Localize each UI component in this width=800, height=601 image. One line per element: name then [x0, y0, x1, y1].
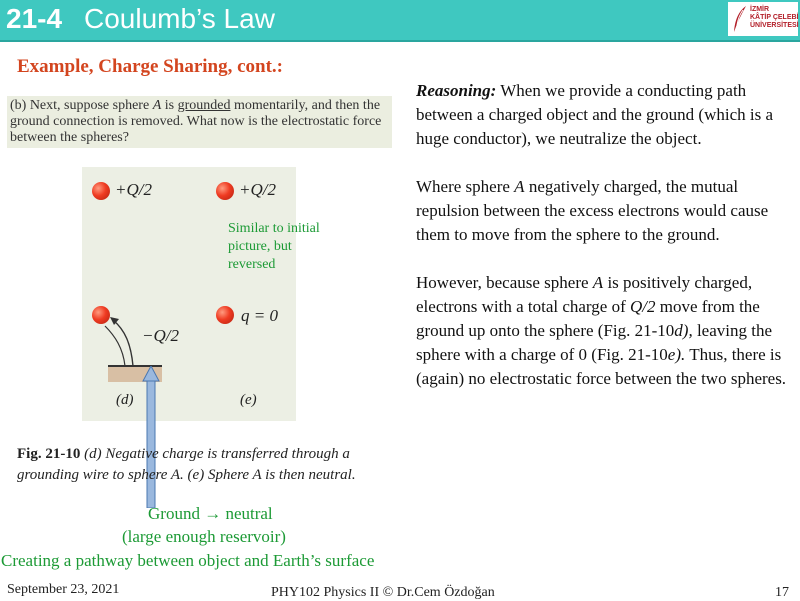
problem-statement: (b) Next, suppose sphere A is grounded momentarily, and then the ground connection is removed. What now is the electrostatic force between the spheres? [7, 96, 392, 148]
similar-annotation: Similar to initial picture, but reversed [228, 221, 320, 272]
caption-d: (d) [116, 392, 134, 408]
reservoir-label: (large enough reservoir) [122, 527, 286, 546]
sphere-b-top [216, 182, 234, 200]
figure-21-10 [82, 167, 296, 421]
example-subtitle: Example, Charge Sharing, cont.: [17, 56, 283, 77]
reasoning-paragraph-3: However, because sphere A is positively charged, electrons with a total charge of Q/2 move from the ground up onto the sphere (Fig. 21-10d), leaving the sphere with a charge of 0 (Fig. 21-10e). Thus, there is (again) no electrostatic force between the two spheres. [416, 273, 787, 388]
reasoning-paragraph-1: Reasoning: When we provide a conducting path between a charged object and the ground (which is a huge conductor), we neutralize the object. [416, 81, 774, 148]
grounding-wire-arrow [95, 308, 155, 370]
sphere-a-top [92, 182, 110, 200]
charge-label-top-right: +Q/2 [239, 180, 276, 199]
ground-neutral-label: Ground → neutral [148, 504, 273, 523]
figure-caption: Fig. 21-10 (d) Negative charge is transferred through a grounding wire to sphere A. (e) Sphere A is then neutral. [17, 446, 356, 483]
quill-icon [731, 5, 749, 33]
reasoning-text [416, 79, 788, 415]
university-logo [728, 2, 798, 36]
section-number: 21-4 [6, 3, 63, 34]
footer-course: PHY102 Physics II © Dr.Cem Özdoğan [271, 585, 495, 600]
pathway-label: Creating a pathway between object and Earth’s surface [1, 551, 375, 570]
logo-text: İZMİR KÂTİP ÇELEBİ ÜNİVERSİTESİ [750, 6, 799, 29]
caption-e: (e) [240, 392, 257, 408]
charge-label-top-left: +Q/2 [115, 180, 152, 199]
ground-arrow [142, 366, 160, 508]
reasoning-paragraph-2: Where sphere A negatively charged, the mutual repulsion between the excess electrons would cause them to move from the sphere to the ground. [416, 177, 769, 244]
charge-label-bottom-right: q = 0 [241, 306, 278, 325]
sphere-b-bottom [216, 306, 234, 324]
charge-label-bottom-left: −Q/2 [142, 326, 179, 345]
page-number: 17 [775, 585, 789, 600]
footer-date: September 23, 2021 [7, 582, 120, 597]
slide-title: Coulumb’s Law [84, 3, 275, 34]
